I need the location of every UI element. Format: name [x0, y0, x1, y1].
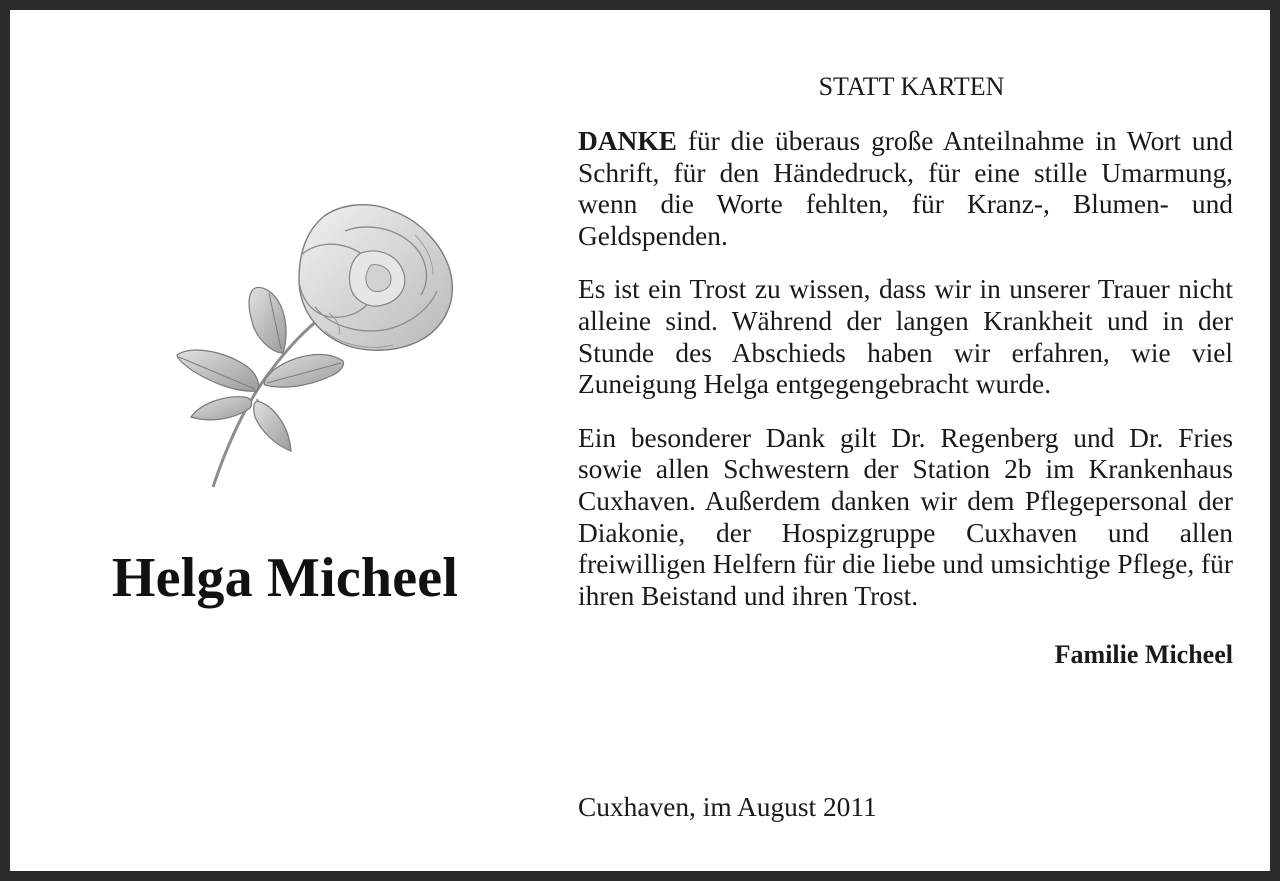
signature: Familie Micheel [1054, 640, 1233, 670]
rose-icon [165, 195, 465, 495]
paragraph-acknowledgements: Ein besonderer Dank gilt Dr. Regenberg und Dr. Fries sowie allen Schwestern der Station 2b im Krankenhaus Cuxhaven. Außerdem danken wir dem Pflegepersonal der Diakonie, der Hospizgruppe Cuxhaven und allen freiwilligen Helfern für die liebe und umsichtige Pflege, für ihren Beistand und ihren Trost. [578, 422, 1233, 611]
thanks-lead: DANKE [578, 126, 677, 156]
notice-header: STATT KARTEN [818, 72, 1005, 101]
paragraph-thanks [578, 126, 1233, 252]
place-date: Cuxhaven, im August 2011 [578, 792, 877, 822]
paragraph-comfort: Es ist ein Trost zu wissen, dass wir in unserer Trauer nicht alleine sind. Während der langen Krankheit und in der Stunde des Abschieds haben wir erfahren, wie viel Zuneigung Helga entgegengebracht wurde. [578, 274, 1233, 400]
deceased-name: Helga Micheel [111, 547, 459, 609]
right-column [578, 70, 1233, 672]
thanks-text: für die überaus große Anteilnahme in Wort und Schrift, für den Händedruck, für eine stille Umarmung, wenn die Worte fehlten, für Kranz-, Blumen- und Geldspenden. [578, 126, 1233, 251]
left-column [20, 20, 550, 881]
